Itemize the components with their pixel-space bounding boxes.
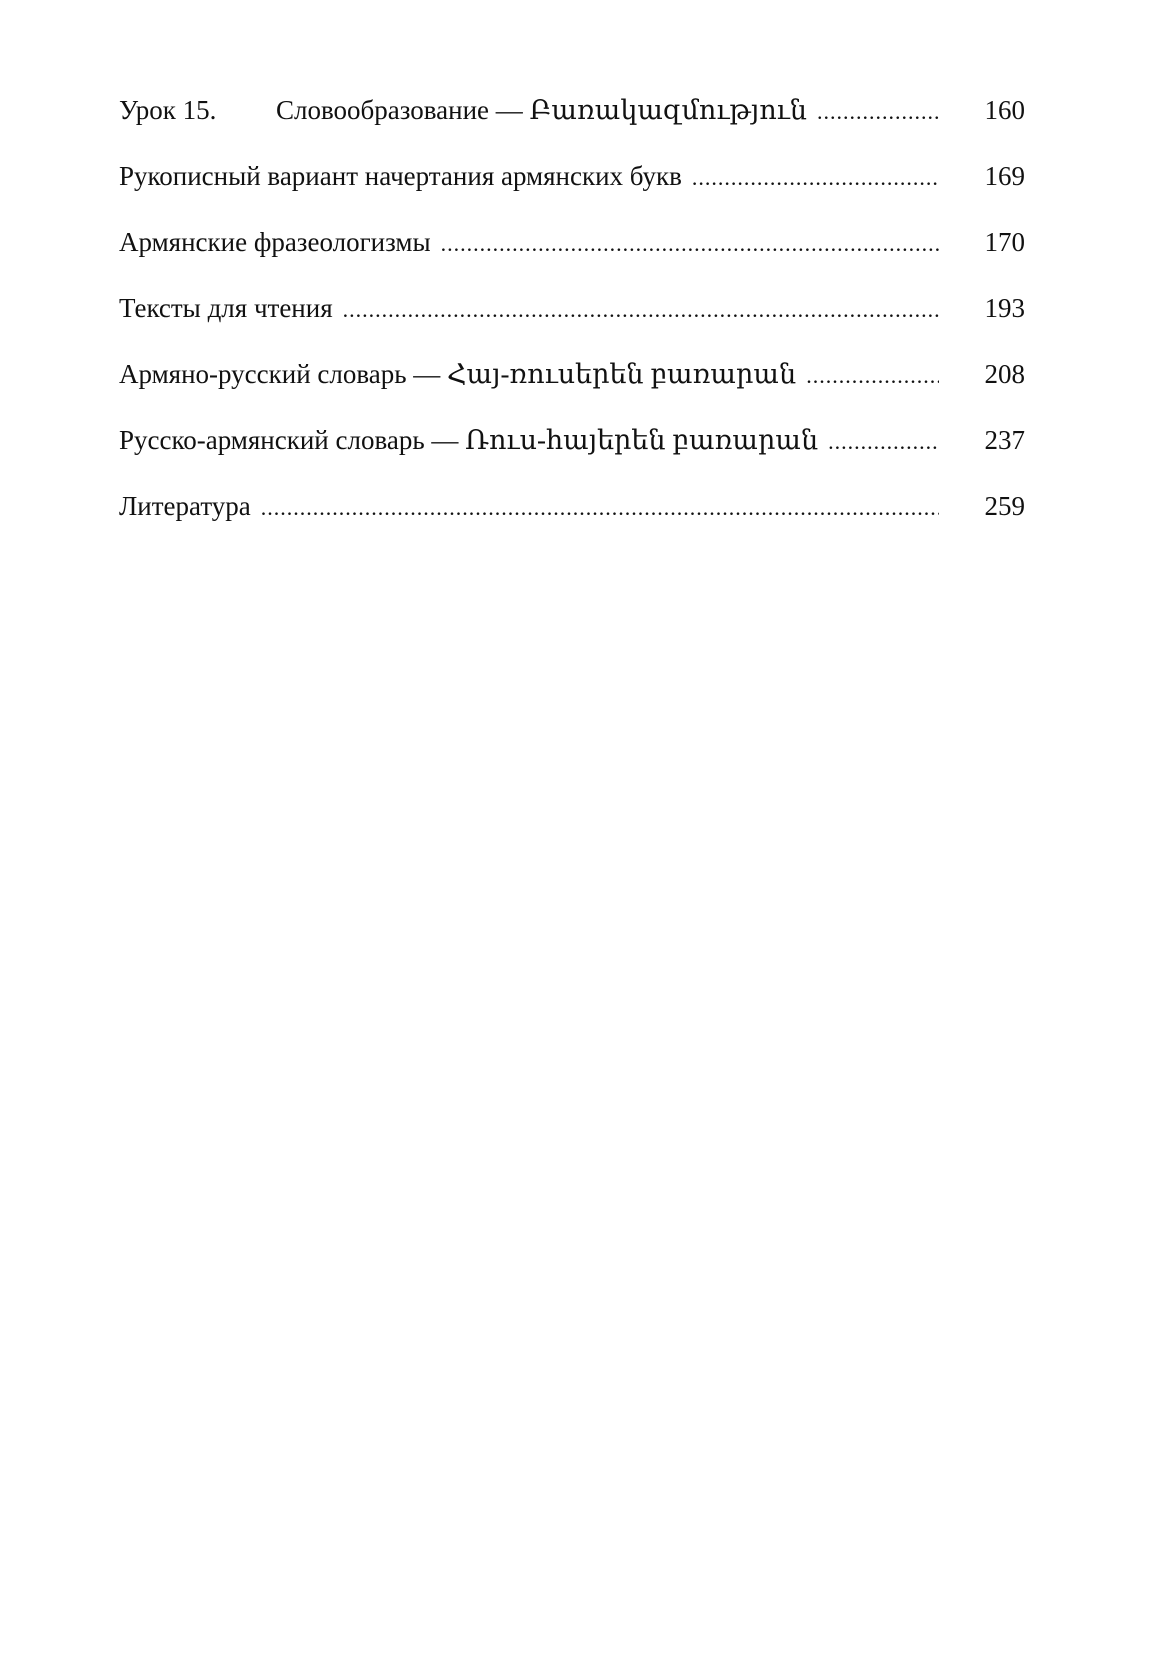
toc-page-number: 160 — [984, 95, 1025, 125]
toc-entry[interactable] — [119, 486, 1025, 552]
toc-entry-label — [119, 486, 251, 526]
toc-page-number: 193 — [984, 293, 1025, 323]
toc-leader — [807, 92, 939, 132]
toc-entry-label — [119, 288, 333, 328]
toc-page-number: 259 — [984, 491, 1025, 521]
toc-lesson-number: Урок 15. — [119, 95, 217, 125]
toc-page-number: 208 — [984, 359, 1025, 389]
toc-entry-label — [119, 420, 818, 460]
toc-entry-label — [119, 90, 807, 130]
toc-leader — [251, 488, 939, 528]
toc-page-number: 170 — [984, 227, 1025, 257]
toc-entry-label — [119, 156, 682, 196]
toc-entry-label — [119, 222, 431, 262]
toc-entry-title: Русско-армянский словарь — Ռուս-հայերեն բառարան — [119, 425, 819, 455]
toc-leader — [431, 224, 939, 264]
toc-entry[interactable] — [119, 354, 1025, 420]
toc-leader — [682, 158, 939, 198]
toc-entry-title: Литература — [119, 491, 251, 521]
toc-entry[interactable] — [119, 288, 1025, 354]
toc-leader — [333, 290, 939, 330]
toc-entry[interactable] — [119, 222, 1025, 288]
toc-entry-title: Тексты для чтения — [119, 293, 333, 323]
toc-entry-title: Армянские фразеологизмы — [119, 227, 431, 257]
toc-entry[interactable] — [119, 90, 1025, 156]
toc-page-number: 237 — [984, 425, 1025, 455]
toc-entry-label — [119, 354, 796, 394]
table-of-contents — [119, 90, 1025, 552]
toc-page-number: 169 — [984, 161, 1025, 191]
toc-leader — [796, 356, 939, 396]
toc-leader — [818, 422, 939, 462]
toc-entry-title: Рукописный вариант начертания армянских букв — [119, 161, 682, 191]
toc-entry[interactable] — [119, 420, 1025, 486]
toc-entry[interactable] — [119, 156, 1025, 222]
toc-entry-title: Словообразование — Բառակազմություն — [276, 95, 807, 125]
toc-entry-title: Армяно-русский словарь — Հայ-ռուսերեն բառարան — [119, 359, 797, 389]
